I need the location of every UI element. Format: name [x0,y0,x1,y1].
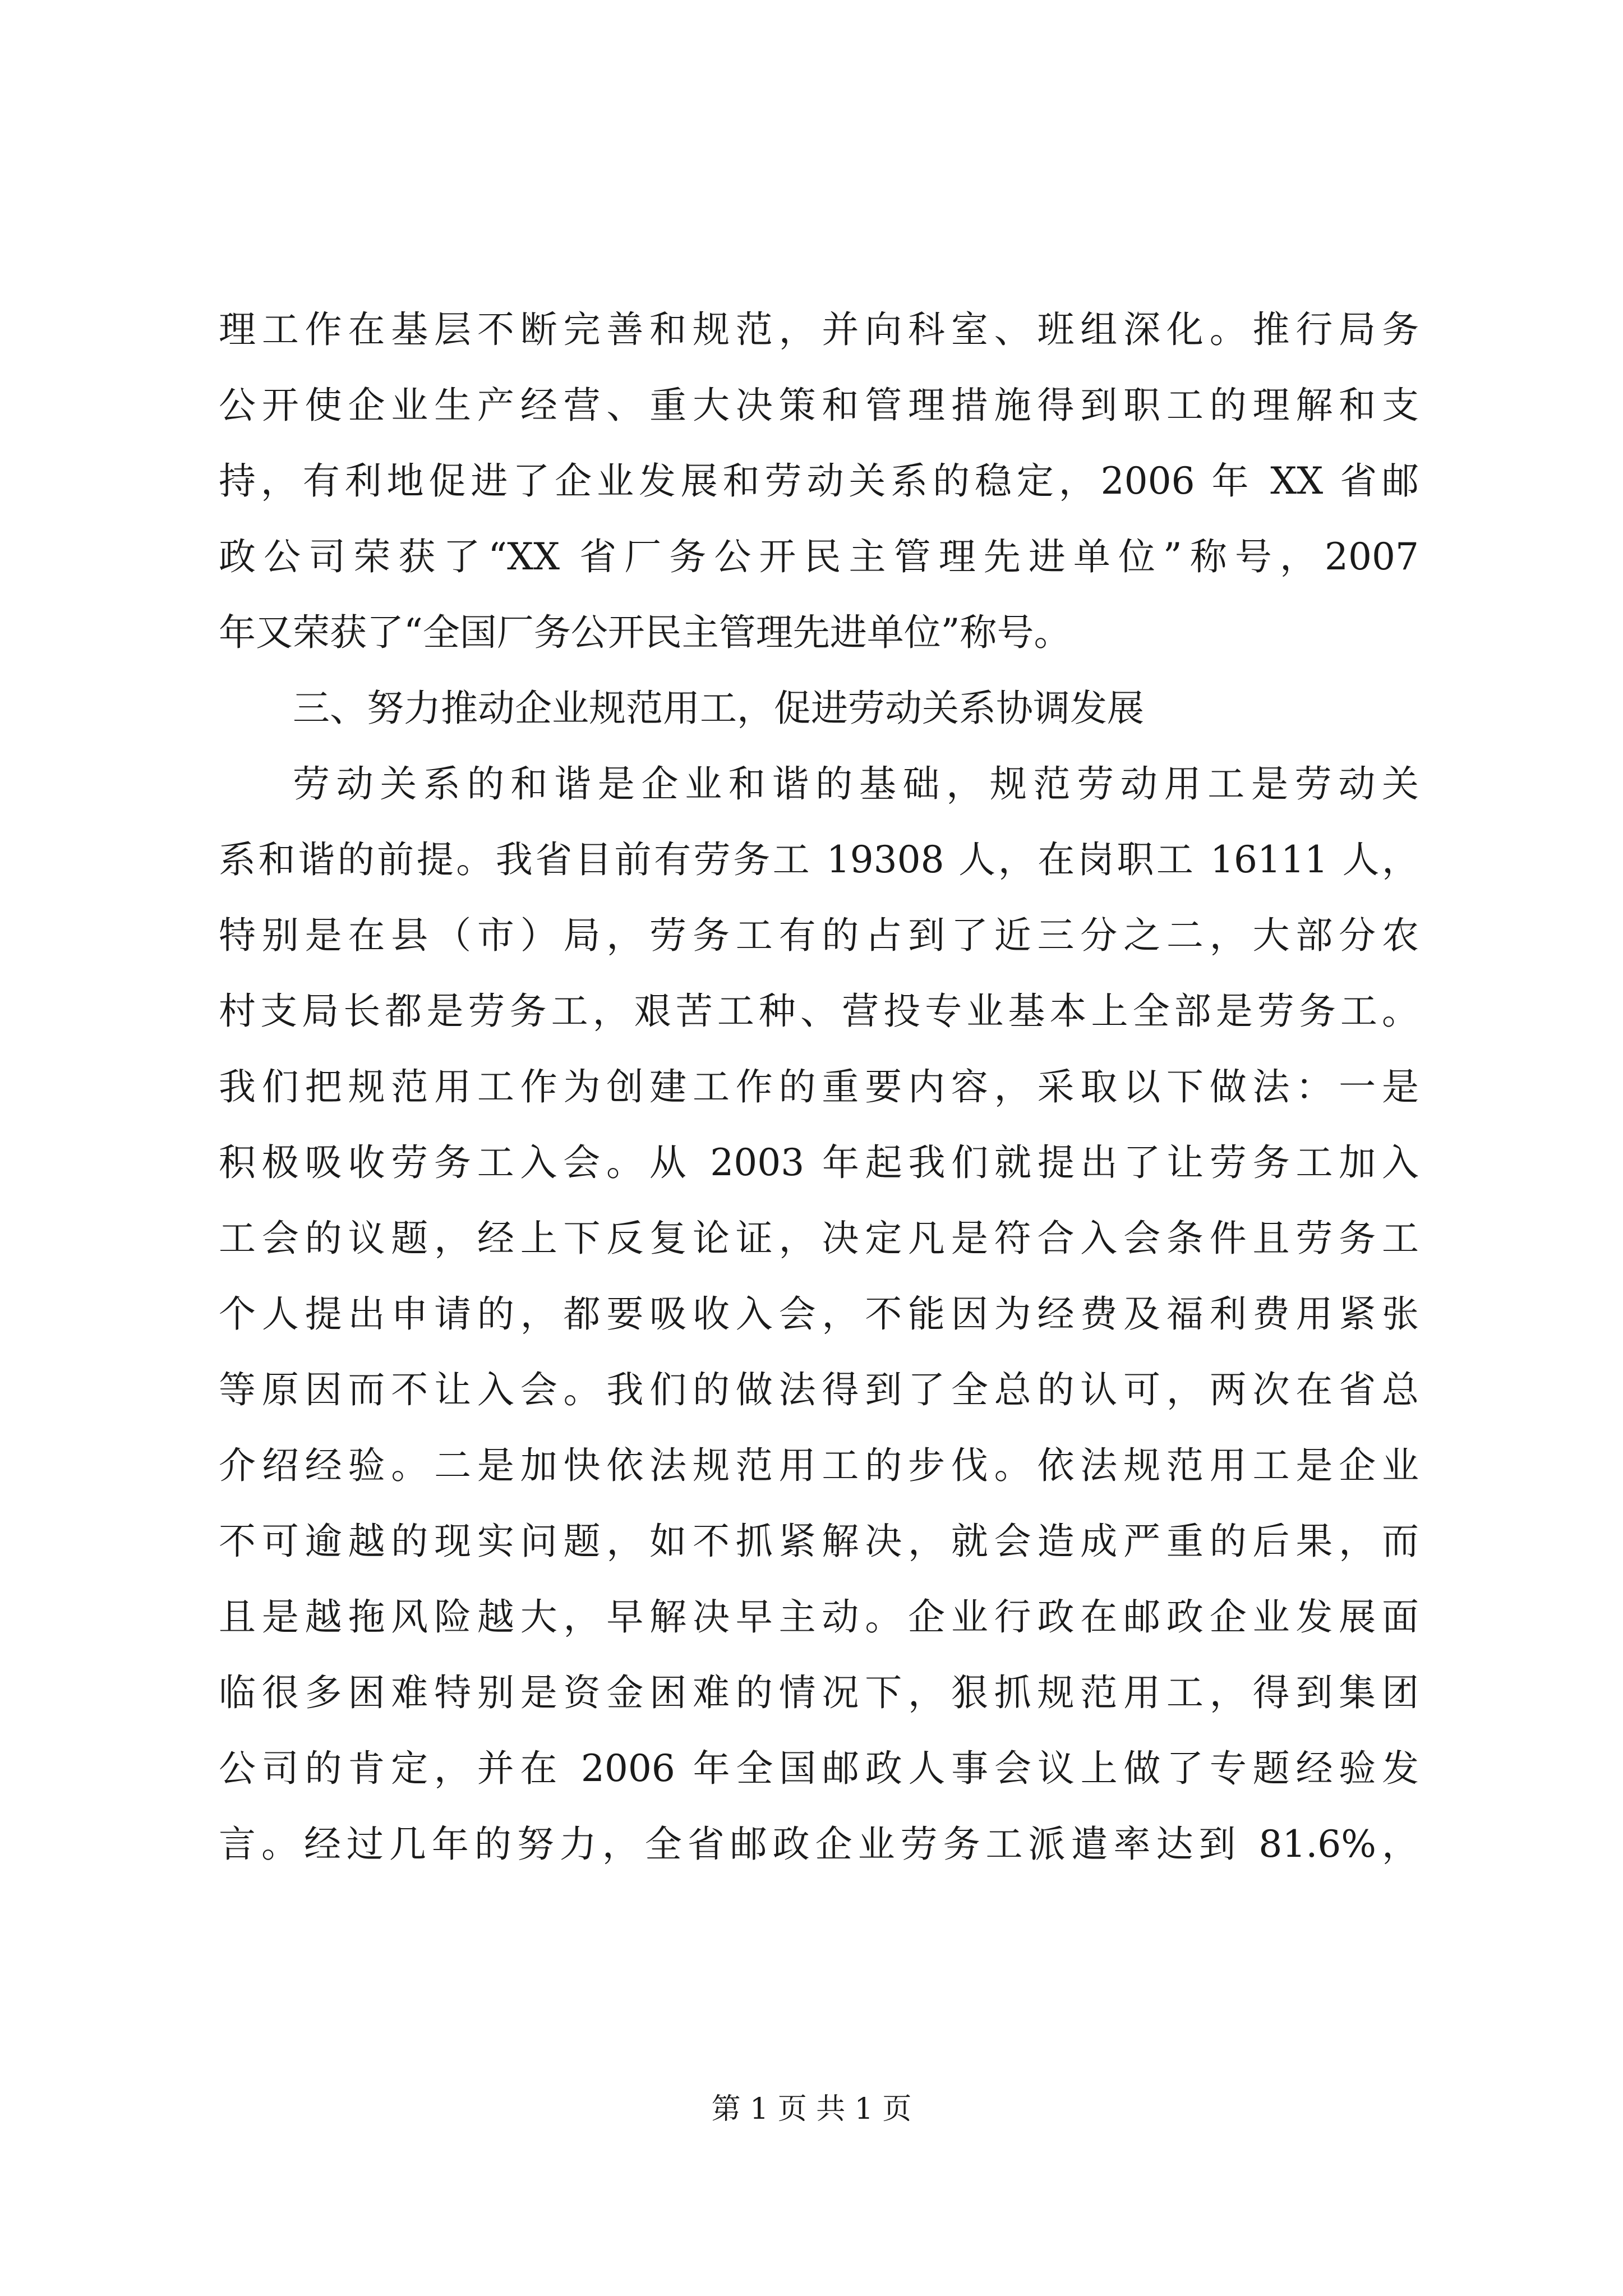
text-line: 村支局长都是劳务工，艰苦工种、营投专业基本上全部是劳务工。 [219,990,1419,1033]
text-line: 临很多困难特别是资金困难的情况下，狠抓规范用工，得到集团 [219,1671,1419,1714]
text-line: 年又荣获了“全国厂务公开民主管理先进单位”称号。 [219,611,1071,654]
text-line: 工会的议题，经上下反复论证，决定凡是符合入会条件且劳务工 [219,1217,1419,1260]
page-footer: 第 1 页 共 1 页 [711,2092,912,2126]
text-line: 积极吸收劳务工入会。从 2003 年起我们就提出了让劳务工加入 [219,1141,1419,1184]
text-line: 我们把规范用工作为创建工作的重要内容，采取以下做法：一是 [219,1065,1419,1108]
text-line: 言。经过几年的努力，全省邮政企业劳务工派遣率达到 81.6%， [219,1823,1419,1866]
text-line: 且是越拖风险越大，早解决早主动。企业行政在邮政企业发展面 [219,1595,1419,1639]
text-line: 个人提出申请的，都要吸收入会，不能因为经费及福利费用紧张 [219,1292,1419,1336]
section-heading: 三、努力推动企业规范用工，促进劳动关系协调发展 [293,687,1144,730]
text-line: 公司的肯定，并在 2006 年全国邮政人事会议上做了专题经验发 [219,1747,1419,1790]
body-text [219,292,1419,1882]
text-line: 不可逾越的现实问题，如不抓紧解决，就会造成严重的后果，而 [219,1520,1419,1563]
text-line: 系和谐的前提。我省目前有劳务工 19308 人，在岗职工 16111 人， [219,838,1419,881]
text-line: 公开使企业生产经营、重大决策和管理措施得到职工的理解和支 [219,384,1419,427]
text-line: 理工作在基层不断完善和规范，并向科室、班组深化。推行局务 [219,308,1419,351]
text-line: 等原因而不让入会。我们的做法得到了全总的认可，两次在省总 [219,1368,1419,1411]
text-line: 介绍经验。二是加快依法规范用工的步伐。依法规范用工是企业 [219,1444,1419,1487]
text-line: 特别是在县（市）局，劳务工有的占到了近三分之二，大部分农 [219,914,1419,957]
text-line: 政公司荣获了“XX 省厂务公开民主管理先进单位”称号，2007 [219,535,1419,578]
text-line: 劳动关系的和谐是企业和谐的基础，规范劳动用工是劳动关 [293,762,1419,806]
text-line: 持，有利地促进了企业发展和劳动关系的稳定，2006 年 XX 省邮 [219,459,1419,503]
